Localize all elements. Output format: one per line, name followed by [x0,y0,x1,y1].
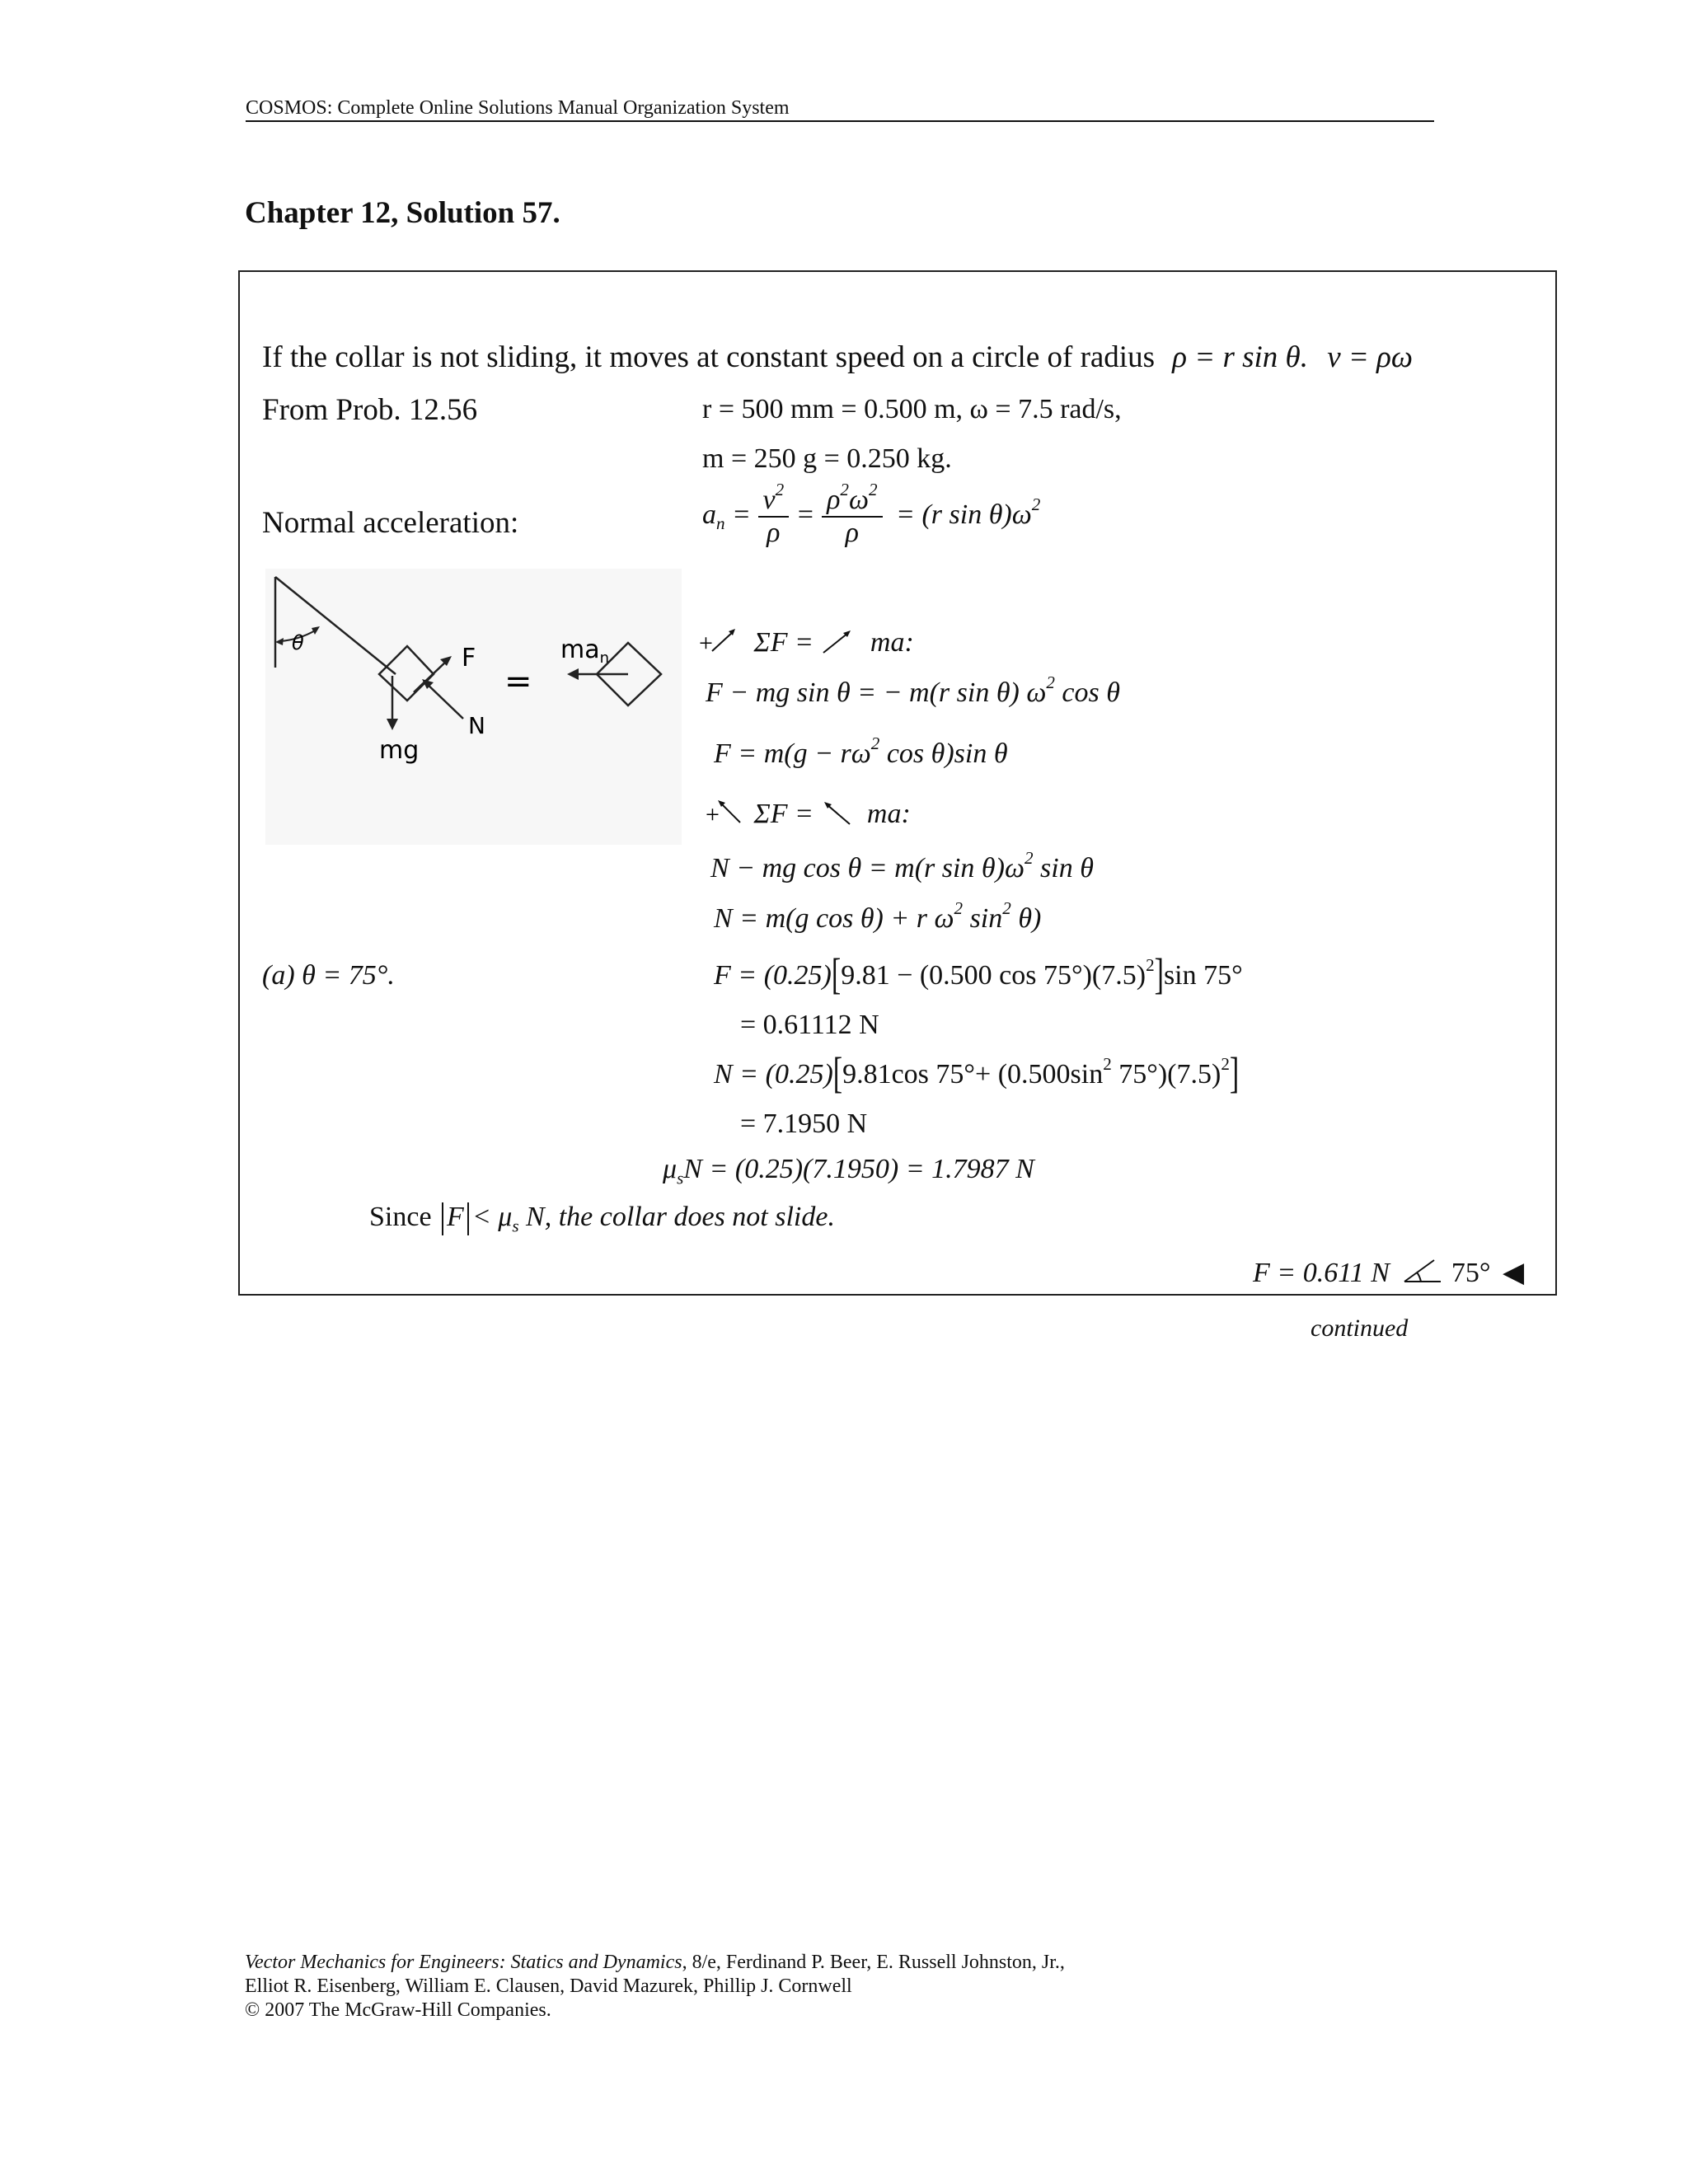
footer-copyright: © 2007 The McGraw-Hill Companies. [245,1999,551,2021]
footer-line-1: Vector Mechanics for Engineers: Statics and Dynamics, 8/e, Ferdinand P. Beer, E. Russell Johnston, Jr., [245,1952,1065,1973]
normal-label: N [468,712,485,739]
intro-text [262,340,1413,375]
friction-calculation: F = (0.25)[9.81 − (0.500 $\cos 75^\circ)(7.5)^2]\sin$ 75° [714,951,1243,999]
intro-sentence: If the collar is not sliding, it moves at constant speed on a circle of radius [262,340,1155,374]
from-prob-label: From Prob. 12.56 [262,393,478,427]
answer-marker-icon: ◀ [1502,1258,1525,1288]
free-body-diagram [265,569,682,845]
normal-accel-label: Normal acceleration: [262,506,519,540]
part-a-label: (a) θ = 75°. [262,960,395,991]
plus-up-right-arrow-icon [699,626,738,656]
friction-result: = 0.61112 N [740,1010,879,1040]
footer-line-2: Elliot R. Eisenberg, William E. Clausen, David Mazurek, Phillip J. Cornwell [245,1975,852,1997]
friction-equation-1: F − mg sin θ = − m(r sin θ) $\omega^2$ cos θ [706,673,1120,708]
friction-equation-2: $F = m(g - r\omega^2$ cos θ)sin θ [714,733,1008,769]
svg-text:+: + [699,630,713,656]
up-left-arrow-icon [820,799,853,827]
friction-label: F [462,644,476,673]
mg-label: mg [379,736,420,765]
max-friction-calculation: $\mu_sN = (0.25)(7.1950) = 1.7987$ N [663,1154,1034,1188]
velocity-definition: v = ρω [1327,340,1414,374]
normal-calculation: N = (0.25)[9.81cos $75^\circ+ (0.500\sin^2$ $75^\circ)(7.5)^2$] [714,1050,1240,1098]
svg-text:+: + [706,801,720,827]
header-rule [246,120,1434,122]
angle-symbol-icon [1403,1257,1444,1285]
sum-forces-rod: + ΣF = ma: [699,627,914,658]
continued-label: continued [1311,1315,1409,1342]
equals-sign: = [504,663,532,701]
page-header: COSMOS: Complete Online Solutions Manual Organization System [246,97,790,119]
page-title: Chapter 12, Solution 57. [245,196,560,230]
given-values-1: r = 500 mm = 0.500 m, ω = 7.5 rad/s, [702,394,1122,424]
answer: F = 0.611 N 75° ◀ [1253,1258,1525,1288]
sum-forces-normal: + ΣF = ma: [706,799,911,829]
rho-definition: ρ = r sin θ. [1172,340,1308,374]
normal-equation-2: N = m(g cos θ) + r $\omega^2$ $\sin^2 \theta$) [714,898,1042,934]
up-right-arrow-icon [820,628,853,656]
since-statement: Since $F < \mu_s$ N, the collar does not slide. [369,1202,835,1236]
normal-result: = 7.1950 N [740,1108,868,1139]
theta-label: θ [292,631,304,654]
given-values-2: m = 250 g = 0.250 kg. [702,443,952,474]
normal-equation-1: N − mg cos θ = m(r $\sin \theta)\omega^2$ sin θ [710,848,1094,883]
ma-n-label: $ma_n$ [560,635,610,667]
plus-up-left-arrow-icon [706,798,745,827]
normal-accel-equation: $a_n$ = $\frac{v^2}{\rho}$ = $\frac{\rho^2\omega^2}{\rho}$ = (r $\sin \theta)\omega^2$ [702,480,1041,548]
